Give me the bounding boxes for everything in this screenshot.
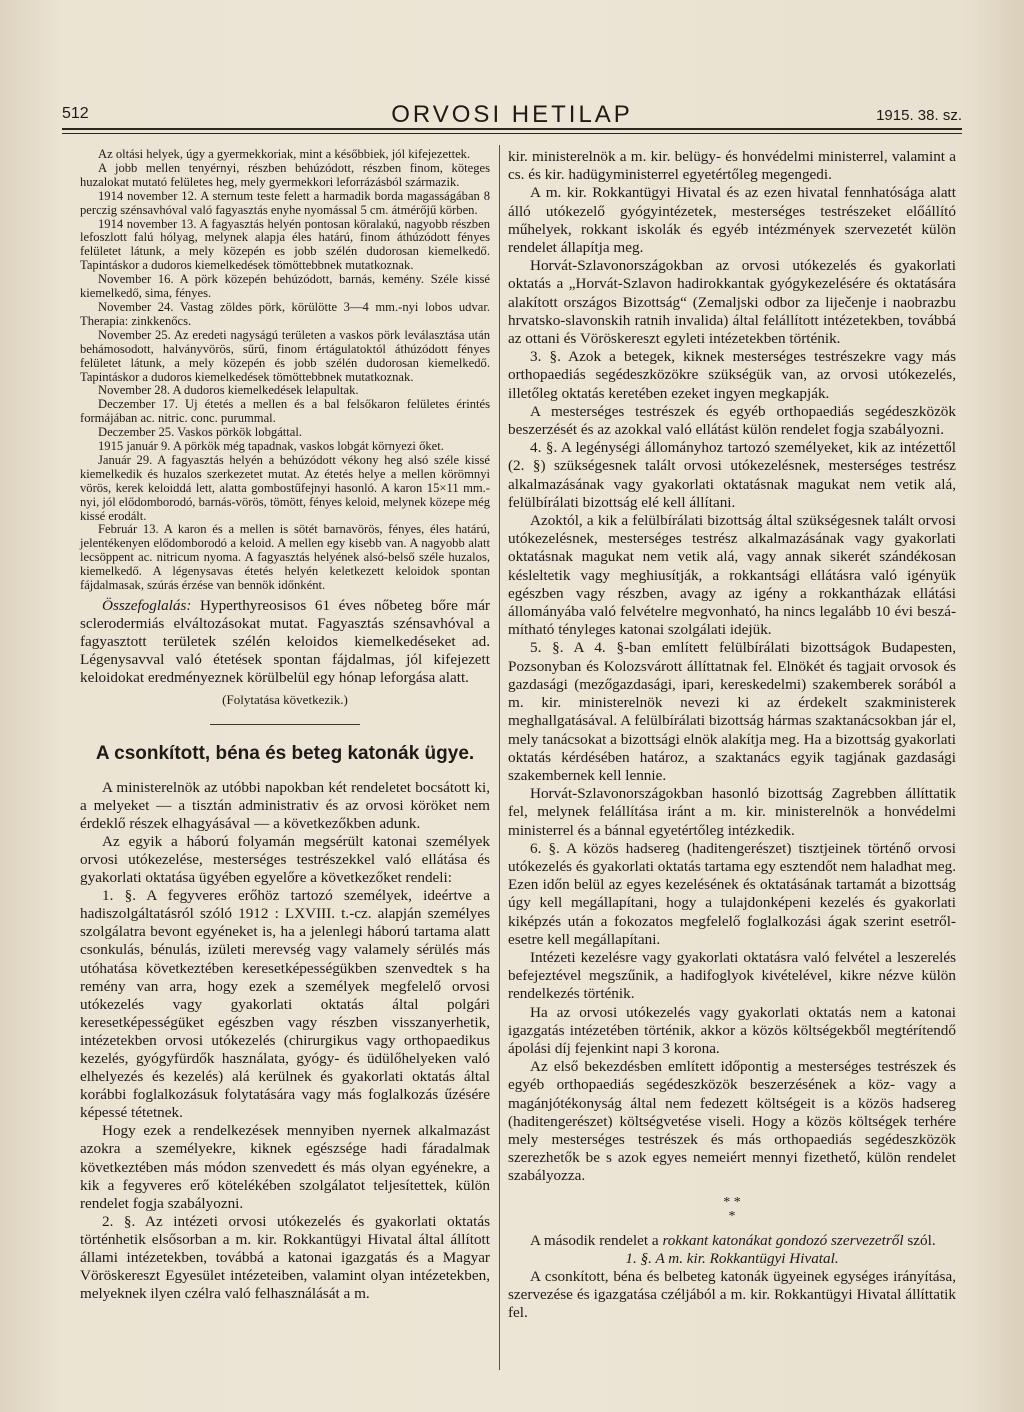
case-note: Deczember 25. Vaskos pörkök lobgáttal. bbox=[98, 425, 303, 440]
page-number: 512 bbox=[62, 105, 89, 122]
intro-text-end: szól. bbox=[903, 1231, 936, 1249]
article-paragraph: 3. §. Azok a betegek, kiknek mesterséges testrészekre vagy más orthopaediás segédeszközökre szükségük van, az orvosi utókezelés, illetőleg oktatás keretében ezeket ingyen megkapják. bbox=[508, 348, 956, 402]
article-paragraph: Horvát-Szlavonországokban az orvosi utókezelés és gyakorlati oktatás a „Horvát-Szlavon hadirokkantak gyógykezelésére és oktatására alakított országos Bizottság“ (Zemaljski odbor za liječenje i naobrazbu hrvatsko-slavonskih ratnih invalida) által felállított intézetekben, továbbá az ottani és Vöröskereszt egyleti intézetekben történik. bbox=[508, 257, 956, 348]
article-paragraph: A ministerelnök az utóbbi napokban két rendeletet bocsátott ki, a melyeket — a tisztán administrativ és az orvosi köröket nem érdeklő részek elhagyásával — a következőkben adunk. bbox=[80, 778, 490, 832]
case-notes bbox=[80, 148, 490, 593]
summary-text: Hyperthyreosisos 61 éves nőbeteg bőre már sclerodermiás elváltozásokat mutat. Fagyasztás szénsavhóval a fagyasztott területek szélén keloidos kiemelkedéseket ad. Légenysavval való étetések spontan fájdalmas, jól kifejezett keloidokat eredményeznek körülbelül egy hónap leforgása alatt. bbox=[80, 597, 490, 687]
journal-title: ORVOSI HETILAP bbox=[391, 101, 633, 128]
second-decree-intro bbox=[508, 1232, 956, 1250]
left-column bbox=[80, 148, 490, 1303]
summary-paragraph bbox=[80, 597, 490, 687]
header-rule-thin bbox=[62, 133, 962, 134]
article-title: A csonkított, béna és beteg katonák ügye. bbox=[95, 742, 475, 764]
section-divider bbox=[210, 724, 360, 725]
article-paragraph: Az első bekezdésben említett időpontig a mesterséges testrészek és egyéb orthopaediás segédeszközök beszerzésének a köz- vagy a magánjótékonyság által nem fedezett költségeit is a közös hadsereg (haditengerészet) költségvetése viseli. Hogy a közös költségek terhére mely mesterséges testrészek és más orthopaediás segédeszközök szerezhetők be s azok egyes nemeiért mennyi fizethető, külön rendelet szabályozza. bbox=[508, 1058, 956, 1185]
case-note: November 24. Vastag zöldes pörk, körülötte 3—4 mm.-nyi lobos udvar. Therapia: zinkkenőcs. bbox=[80, 299, 490, 328]
article-paragraph: A m. kir. Rokkantügyi Hivatal és az ezen hivatal fennhatósága alatt álló utókezelő gyógyintézetek, mesterséges testrészeket előállító műhelyek, rokkant iskolák és egyéb intézmények szervezetét külön rendelet állapítja meg. bbox=[508, 184, 956, 257]
article-paragraph: 1. §. A fegyveres erőhöz tartozó személyek, ideértve a hadiszolgáltatásról szóló 1912 : LXVIII. t.-cz. alapján személyes szolgálatra bevont egyéneket is, ha a jelenlegi háború tartama alatt csonkulás, bénulás, izületi merevség vagy valamely sérülés más utóhatása következtében keresetképességükben szenvedtek s ha remény van arra, hogy ezek a személyek megfelelő orvosi utókezelés vagy gyakorlati oktatás által polgári keresetképességüket egészben vagy részben visszanyerhetik, intézetekben orvosi utókezelés (chirurgikus vagy orthopaedikus kezelés, gyógyfürdők használata, gyógy- és üdülőhelyeken való elhelyezés és kezelés) alá kerülnek és gyakorlati oktatás által korábbi foglalkozásuk folytatására vagy más foglalkozás űzésére képessé tétetnek. bbox=[80, 887, 490, 1122]
article-paragraph: Ha az orvosi utókezelés vagy gyakorlati oktatás nem a katonai igazgatás intézetében történik, akkor a közös költségekből megtérítendő ápolási díj fejenkint napi 3 korona. bbox=[508, 1003, 956, 1057]
column-divider bbox=[499, 145, 500, 1370]
right-column bbox=[508, 148, 956, 1323]
case-note: 1914 november 12. A sternum teste felett a harmadik borda magasságában 8 perczig szénsavhóval való fagyasztás enyhe nyomással 5 cm. átmérőjű körben. bbox=[80, 188, 490, 217]
issue-number: 1915. 38. sz. bbox=[876, 107, 962, 124]
article-paragraph: Intézeti kezelésre vagy gyakorlati oktatásra való felvétel a leszerelés befejeztével megszűnik, a hadifoglyok kivételével, kikre nézve külön rendelkezés történik. bbox=[508, 948, 956, 1003]
case-note: Deczember 17. Uj étetés a mellen és a bal felsőkaron felületes érintés formájában ac. nitric. conc. purummal. bbox=[80, 397, 490, 426]
article-paragraph: 5. §. A 4. §-ban említett felülbírálati bizottságok Budapesten, Pozsonyban és Kolozsvárott állíttatnak fel. Elnökét és tagjait orvosok és gazdasági (mezőgazdasági, ipari, kereskedelmi) szakemberek sorából a m. kir. ministerelnök nevezi ki az érdekelt szakministerek meghallgatásával. A felülbírálati bizottság hármas szaktanácsokban jár el, mely tanácsokat a bizottsági elnök alakítja meg. Ha a bizottság gyakorlati oktatás kérdésében határoz, a szaktanács egyik tagjának gazdasági szakembernek kell lennie. bbox=[508, 639, 956, 784]
summary-block bbox=[80, 597, 490, 710]
section-heading: 1. §. A m. kir. Rokkantügyi Hivatal. bbox=[625, 1249, 839, 1267]
article-left-body bbox=[80, 779, 490, 1304]
header-rule bbox=[62, 128, 962, 130]
case-note: November 28. A dudoros kiemelkedések lelapultak. bbox=[98, 383, 359, 398]
section-stars bbox=[508, 1196, 956, 1224]
stars-top: * * bbox=[723, 1194, 741, 1210]
case-note: Február 13. A karon és a mellen is sötét barnavörös, fényes, éles határú, jelentékenyen elődomborodó a keloid. A mellen egy kisebb van. A nagyobb alatt lecsöppent ac. nitricum nyoma. A fagyasztás helyének alsó-belső széle huzalos, kiemelkedő. A légenysavas étetés helyén keletkezett keloidok spontan fájdalmasak, szúrás érzése van bennök időnként. bbox=[80, 522, 490, 593]
case-note: Január 29. A fagyasztás helyén a behúzódott vékony heg alsó széle kissé kiemelkedik és huzalos szerkezetet mutat. Az étetés helye a mellen körömnyi vörös, kerek keloiddá lett, alatta gombostűfejnyi hasonló. A karon 15×11 mm.-nyi, jól elődomborodó, barnás-vörös, tömött, fényes keloid, melynek közepe még kissé erodált. bbox=[80, 452, 490, 523]
intro-text: A második rendelet a bbox=[530, 1231, 663, 1249]
case-note: November 25. Az eredeti nagyságú területen a vaskos pörk leválasztása után behámosodott, halványvörös, sűrű, finom értágulatoktól áthúzódott fényes felületet látunk, a mely közepén és jobb szélén dudorosan kiemelkedő. Tapintáskor a dudoros kiemelkedések tömöttebbnek mutatkoznak. bbox=[80, 327, 490, 384]
continued-note: (Folytatása következik.) bbox=[222, 692, 348, 708]
article-paragraph: 6. §. A közös hadsereg (haditengerészet) tisztjeinek történő orvosi utókezelés és gyakorlati oktatás tartama egy esztendőt nem haladhat meg. Ezen időn belül az egyes kezelésének és oktatásának tartamát a bizottság úgy kell megállapítani, hogy a tulajdonképeni kezelés és gyakorlati kiképzés után a fokozatos megfelelő foglalkozási ágak szerint esetről-esetre kell megállapítani. bbox=[508, 839, 956, 948]
article-paragraph: Az egyik a háború folyamán megsérült katonai személyek orvosi utókezelése, mesterséges testrészekkel való ellátása és gyakorlati oktatása ügyében egyelőre a következőket rendeli: bbox=[80, 832, 490, 887]
article-paragraph: Azoktól, a kik a felülbírálati bizottság által szükségesnek talált orvosi utókezelésnek, mesterséges testrész alkalmazásának vagy gyakorlati oktatásnak magukat nem vetik alá, vagy annak sikerét szándékosan késleltetik vagy meghiusítják, a rokkantsági ellátásra való igényük egészben vagy részben, avagy az igény a rokkantházak ellátási állományába való felvételre megvonható, ha nincs legalább 10 évi beszámítható tényleges katonai szolgálati idejük. bbox=[508, 512, 956, 639]
summary-label: Összefoglalás: bbox=[102, 597, 192, 614]
intro-italic: rokkant katonákat gondozó szervezetről bbox=[662, 1231, 904, 1249]
article-paragraph: A csonkított, béna és belbeteg katonák ügyeinek egységes irányítása, szervezése és igazgatása czéljából a m. kir. Rokkantügyi Hivatal állíttatik fel. bbox=[508, 1267, 956, 1322]
article-paragraph: Horvát-Szlavonországokban hasonló bizottság Zagrebben állíttatik fel, melynek felállítása iránt a m. kir. ministerelnök a honvédelmi ministerrel és a bánnal egyetértőleg intézkedik. bbox=[508, 785, 956, 839]
article-paragraph: 2. §. Az intézeti orvosi utókezelés és gyakorlati oktatás történhetik elsősorban a m. kir. Rokkantügyi Hivatal által állított állami intézetekben, továbbá a katonai igazgatás és a Magyar Vöröskereszt Egyesület intézeteiben, valamint olyan intézetekben, melyeknek ilyen czélra való felhasználását a m. bbox=[80, 1212, 490, 1303]
page-header bbox=[62, 101, 962, 127]
article-paragraph: 4. §. A legénységi állományhoz tartozó személyeket, kik az intézettől (2. §) szükségesnek talált orvosi utókezelésnek, mesterséges testrész alkalmazásának vagy gyakorlati oktatásnak magukat nem vetik alá, felülbírálati bizottság elé kell állítani. bbox=[508, 439, 956, 511]
case-note: Az oltási helyek, úgy a gyermekkoriak, mint a későbbiek, jól kifejezettek. bbox=[98, 147, 471, 161]
article-paragraph: Hogy ezek a rendelkezések mennyiben nyernek alkalmazást azokra a személyekre, kiknek egészsége hadi fáradalmak következtében más módon szenvedett és más olyan egyénekre, a kik a fegyveres erő kötelékében szolgálatot teljesítettek, külön rendelet fogja szabályozni. bbox=[80, 1122, 490, 1212]
case-note: 1914 november 13. A fagyasztás helyén pontosan köralakú, nagyobb részben lefoszlott falú hólyag, melynek alapja éles határú, finom áthúzódott fényes felületet látunk, a mely közepén es jobb szélén dudorosan kiemelkedő. Tapintáskor a dudoros kiemelkedések tömöttebbnek mutatkoznak. bbox=[80, 216, 490, 273]
case-note: 1915 január 9. A pörkök még tapadnak, vaskos lobgát környezi őket. bbox=[98, 439, 444, 454]
case-note: November 16. A pörk közepén behúzódott, barnás, kemény. Széle kissé kiemelkedő, sima, fényes. bbox=[80, 272, 490, 301]
stars-bottom: * bbox=[728, 1208, 736, 1224]
case-note: A jobb mellen tenyérnyi, részben behúzódott, részben finom, köteges huzalokat mutató felületes heg, mely gyermekkori leforrázásból származik. bbox=[80, 160, 490, 189]
article-paragraph: A mesterséges testrészek és egyéb orthopaediás segédeszközök beszerzését és az azokkal való ellátást külön rendelet fogja szabályozni. bbox=[508, 402, 956, 439]
article-paragraph: kir. ministerelnök a m. kir. belügy- és honvédelmi ministerrel, valamint a cs. és kir. hadügyministerrel egyetértőleg megengedi. bbox=[508, 148, 956, 184]
